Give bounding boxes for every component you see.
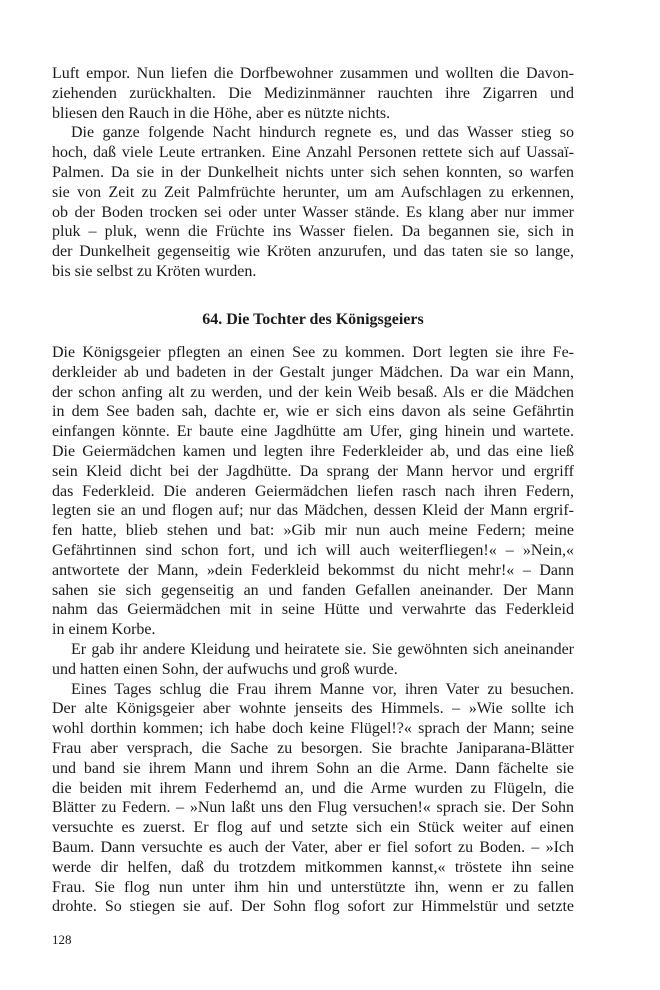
text-line: in einem Korbe.	[52, 621, 156, 639]
text-line: bis sie selbst zu Kröten wurden.	[52, 262, 257, 280]
paragraph	[52, 64, 574, 123]
text-line: antwortete der Mann, »dein Federkleid bekommst du nicht mehr!« – Dann	[52, 561, 574, 579]
text-line: fen hatte, blieb stehen und bat: »Gib mir nun auch meine Federn; meine	[52, 522, 574, 540]
text-line: Frau. Sie flog nun unter ihm hin und unterstützte ihn, wenn er zu fallen	[52, 878, 574, 896]
continued-text	[52, 64, 574, 282]
text-line: drohte. So stiegen sie auf. Der Sohn flog sofort zur Himmelstür und setzte	[52, 898, 574, 916]
text-line: Er gab ihr andere Kleidung und heiratete sie. Sie gewöhnten sich aneinander	[71, 640, 574, 658]
text-line: Palmen. Da sie in der Dunkelheit nichts unter sich sehen konnten, so warfen	[52, 163, 574, 181]
paragraph	[52, 640, 574, 680]
text-line: versuchte es zuerst. Er flog auf und setzte sich ein Stück weiter auf einen	[52, 819, 574, 837]
text-line: Eines Tages schlug die Frau ihrem Manne vor, ihren Vater zu besuchen.	[71, 680, 574, 698]
text-line: Gefährtinnen sind schon fort, und ich will auch weiterfliegen!« – »Nein,«	[52, 541, 574, 559]
text-line: sahen sie sich gegenseitig an und fanden Gefallen aneinander. Der Mann	[52, 581, 574, 599]
text-line: Baum. Dann versuchte es auch der Vater, aber er fiel sofort zu Boden. – »Ich	[52, 838, 574, 856]
text-line: pluk – pluk, wenn die Früchte ins Wasser fielen. Da begannen sie, sich in	[52, 223, 574, 241]
paragraph	[52, 680, 574, 918]
text-line: wohl dorthin kommen; ich habe doch keine Flügel!?« sprach der Mann; seine	[52, 720, 574, 738]
text-line: legten sie an und flogen auf; nur das Mädchen, dessen Kleid der Mann ergrif-	[52, 502, 574, 520]
text-line: nahm das Geiermädchen mit in seine Hütte und verwahrte das Federkleid	[52, 601, 574, 619]
text-line: in dem See baden sah, dachte er, wie er sich eins davon als seine Gefährtin	[52, 403, 574, 421]
text-line: Die Geiermädchen kamen und legten ihre Federkleider ab, und das eine ließ	[52, 442, 574, 460]
text-line: derkleider ab und badeten in der Gestalt junger Mädchen. Da war ein Mann,	[52, 363, 574, 381]
text-line: ob der Boden trocken sei oder unter Wasser stände. Es klang aber nur immer	[52, 203, 574, 221]
page-number: 128	[52, 932, 72, 947]
text-line: werde dir helfen, daß du trotzdem mitkommen kannst,« tröstete ihn seine	[52, 858, 574, 876]
text-line: hoch, daß viele Leute ertranken. Eine Anzahl Personen rettete sich auf Uassaï-	[52, 144, 574, 162]
text-line: ziehenden zurückhalten. Die Medizinmänner rauchten ihre Zigarren und	[52, 84, 574, 102]
text-line: einfangen könnte. Er baute eine Jagdhütte am Ufer, ging hinein und wartete.	[52, 423, 574, 441]
text-line: Luft empor. Nun liefen die Dorfbewohner zusammen und wollten die Davon-	[52, 65, 574, 82]
text-line: und band sie ihrem Mann und ihrem Sohn an die Arme. Dann fächelte sie	[52, 759, 574, 777]
text-line: Der alte Königsgeier aber wohnte jenseits des Himmels. – »Wie sollte ich	[52, 700, 574, 718]
text-line: und hatten einen Sohn, der aufwuchs und groß wurde.	[52, 660, 398, 678]
text-line: Frau aber versprach, die Sache zu besorgen. Sie brachte Janiparana-Blätter	[52, 739, 574, 757]
text-line: bliesen den Rauch in die Höhe, aber es nützte nichts.	[52, 104, 391, 122]
text-line: das Federkleid. Die anderen Geiermädchen liefen rasch nach ihren Federn,	[52, 482, 574, 500]
paragraph	[52, 123, 574, 281]
text-line: Blätter zu Federn. – »Nun laßt uns den Flug versuchen!« sprach sie. Der Sohn	[52, 799, 574, 817]
text-line: die beiden mit ihrem Federhemd an, und die Arme wurden zu Flügeln, die	[52, 779, 574, 797]
text-line: der schon anfing alt zu werden, und der kein Weib besaß. Als er die Mädchen	[52, 383, 574, 401]
text-line: sein Kleid dicht bei der Jagdhütte. Da sprang der Mann hervor und ergriff	[52, 462, 574, 480]
story-text	[52, 343, 574, 917]
text-line: Die Königsgeier pflegten an einen See zu kommen. Dort legten sie ihre Fe-	[52, 344, 574, 361]
text-line: der Dunkelheit gegenseitig wie Kröten anzurufen, und das taten sie so lange,	[52, 243, 574, 261]
story-heading: 64. Die Tochter des Königsgeiers	[202, 311, 424, 328]
text-line: sie von Zeit zu Zeit Palmfrüchte herunter, um am Aufschlagen zu erkennen,	[52, 183, 574, 201]
text-line: Die ganze folgende Nacht hindurch regnete es, und das Wasser stieg so	[71, 124, 574, 142]
paragraph	[52, 343, 574, 640]
